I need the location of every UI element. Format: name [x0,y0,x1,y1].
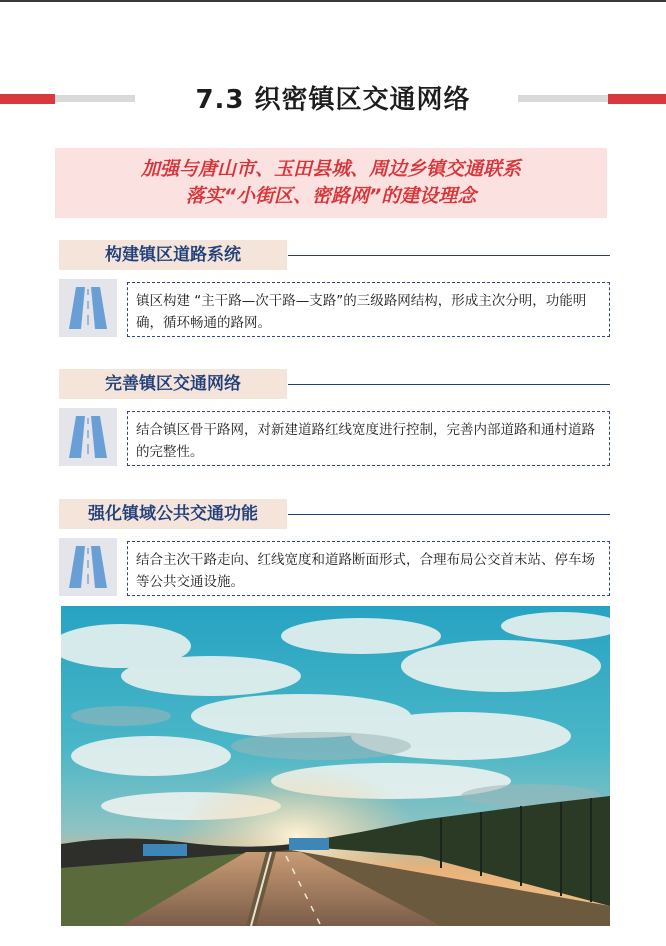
title-deco-right-gray [518,95,608,102]
title-deco-left-gray [55,95,135,102]
road-icon [59,408,117,466]
top-border-rule [0,0,666,2]
section-heading-1: 构建镇区道路系统 [59,240,287,270]
road-icon [59,538,117,596]
page-title: 7.3 织密镇区交通网络 [195,85,471,115]
banner-line-2: 落实“小街区、密路网”的建设理念 [185,185,477,207]
title-deco-left-red [0,94,55,104]
road-icon [59,279,117,337]
highway-sunset-photo [61,606,610,926]
section-description-1: 镇区构建 “主干路—次干路—支路”的三级路网结构，形成主次分明，功能明确，循环畅通的路网。 [127,282,610,337]
section-heading-3: 强化镇域公共交通功能 [59,499,287,529]
section-heading-2: 完善镇区交通网络 [59,369,287,399]
title-deco-right-red [608,94,666,104]
section-description-2: 结合镇区骨干路网，对新建道路红线宽度进行控制，完善内部道路和通村道路的完整性。 [127,411,610,466]
highlight-banner [55,148,607,218]
section-description-3: 结合主次干路走向、红线宽度和道路断面形式，合理布局公交首末站、停车场等公共交通设施。 [127,541,610,596]
banner-line-1: 加强与唐山市、玉田县城、周边乡镇交通联系 [140,158,521,180]
section-heading-line-2 [288,384,610,385]
section-heading-line-3 [288,514,610,515]
section-heading-line-1 [288,255,610,256]
